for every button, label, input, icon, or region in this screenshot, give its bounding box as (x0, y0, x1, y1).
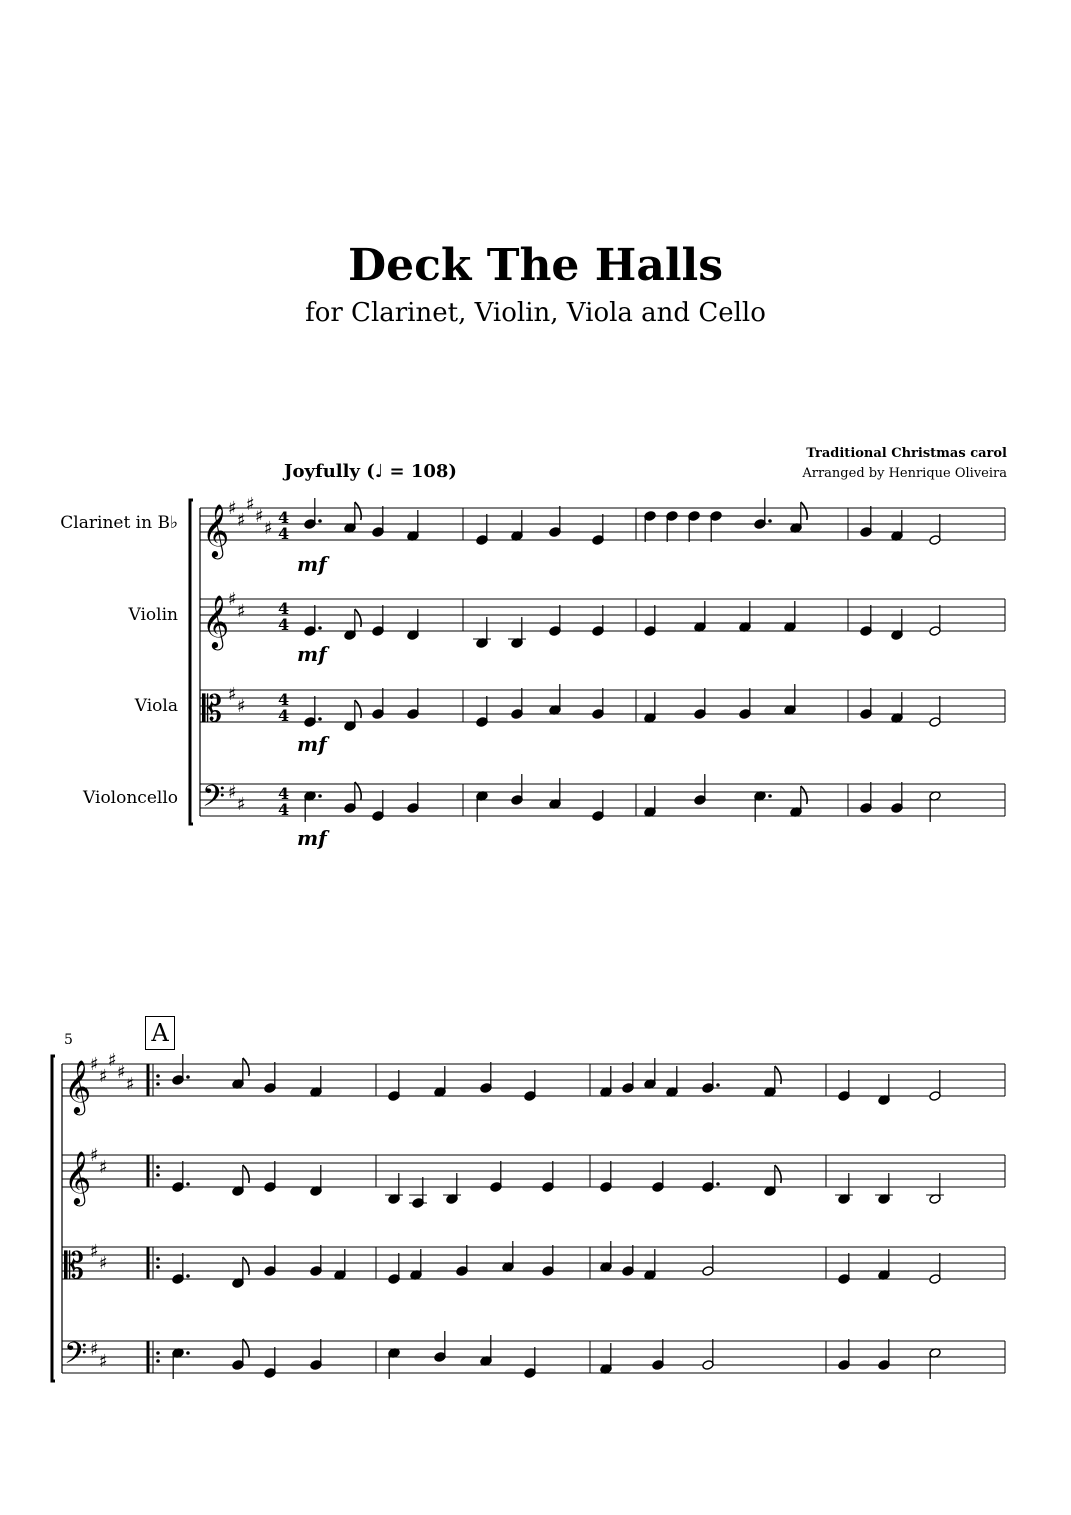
note-flag (355, 502, 361, 520)
note-dot (186, 1351, 190, 1355)
note-flag (775, 1165, 781, 1183)
instrument-label-viola: Viola (134, 696, 178, 716)
key-sharp-icon: ♯ (237, 696, 246, 717)
key-sharp-icon: ♯ (117, 1062, 126, 1083)
time-signature-numerator: 4 (278, 690, 290, 709)
repeat-dot (156, 1082, 160, 1086)
key-sharp-icon: ♯ (228, 498, 237, 519)
repeat-dot (156, 1074, 160, 1078)
dynamic-mf-violin: mf (297, 642, 327, 666)
score-subtitle: for Clarinet, Violin, Viola and Cello (305, 298, 766, 328)
repeat-dot (156, 1359, 160, 1363)
key-sharp-icon: ♯ (255, 506, 264, 527)
time-signature-numerator: 4 (278, 508, 290, 527)
note-dot (186, 1274, 190, 1278)
instrument-label-violin: Violin (128, 605, 178, 625)
key-sharp-icon: ♯ (99, 1253, 108, 1274)
note-flag (243, 1339, 249, 1357)
key-sharp-icon: ♯ (126, 1074, 135, 1095)
note-flag (355, 782, 361, 800)
time-signature-numerator: 4 (278, 599, 290, 618)
treble-clef-icon: 𝄞 (64, 1150, 92, 1204)
note-dot (186, 1182, 190, 1186)
key-sharp-icon: ♯ (90, 1241, 99, 1262)
dynamic-mf-clarinet: mf (297, 552, 327, 576)
instrument-label-clarinet: Clarinet in B♭ (60, 513, 178, 533)
repeat-dot (156, 1351, 160, 1355)
alto-clef-icon: 𝄡 (64, 1246, 85, 1287)
system-bracket (52, 1056, 55, 1381)
note-flag (243, 1165, 249, 1183)
note-dot (768, 794, 772, 798)
arranger-credit: Arranged by Henrique Oliveira (802, 466, 1007, 481)
system-bracket (190, 500, 193, 824)
key-sharp-icon: ♯ (237, 510, 246, 531)
rehearsal-mark: A (145, 1016, 175, 1050)
key-sharp-icon: ♯ (228, 782, 237, 803)
system-1 (190, 494, 1005, 824)
note-dot (318, 794, 322, 798)
note-dot (716, 1182, 720, 1186)
repeat-dot (156, 1257, 160, 1261)
key-sharp-icon: ♯ (90, 1145, 99, 1166)
time-signature-denominator: 4 (278, 706, 290, 725)
note-dot (318, 626, 322, 630)
key-sharp-icon: ♯ (99, 1351, 108, 1372)
dynamic-mf-cello: mf (297, 826, 327, 850)
tempo-value: = 108) (383, 461, 457, 482)
note-dot (186, 1075, 190, 1079)
measure-number: 5 (64, 1032, 73, 1048)
key-sharp-icon: ♯ (237, 794, 246, 815)
key-sharp-icon: ♯ (90, 1339, 99, 1360)
composer-credit: Traditional Christmas carol (806, 446, 1007, 461)
key-sharp-icon: ♯ (90, 1054, 99, 1075)
treble-clef-icon: 𝄞 (202, 503, 230, 557)
key-sharp-icon: ♯ (108, 1050, 117, 1071)
alto-clef-icon: 𝄡 (202, 689, 223, 730)
dynamic-mf-viola: mf (297, 732, 327, 756)
time-signature-denominator: 4 (278, 800, 290, 819)
instrument-label-cello: Violoncello (83, 788, 178, 808)
note-flag (243, 1257, 249, 1275)
note-flag (355, 609, 361, 627)
bass-clef-icon: 𝄢 (202, 780, 226, 821)
note-flag (243, 1058, 249, 1076)
note-flag (801, 502, 807, 520)
key-sharp-icon: ♯ (99, 1066, 108, 1087)
key-sharp-icon: ♯ (228, 589, 237, 610)
key-sharp-icon: ♯ (264, 518, 273, 539)
note-dot (318, 519, 322, 523)
score-title: Deck The Halls (347, 240, 724, 291)
key-sharp-icon: ♯ (246, 494, 255, 515)
note-dot (318, 717, 322, 721)
note-flag (801, 786, 807, 804)
time-signature-denominator: 4 (278, 524, 290, 543)
repeat-dot (156, 1173, 160, 1177)
treble-clef-icon: 𝄞 (64, 1059, 92, 1113)
repeat-dot (156, 1265, 160, 1269)
note-dot (768, 519, 772, 523)
note-flag (355, 700, 361, 718)
quarter-note-icon: ♩ (374, 461, 384, 482)
time-signature-numerator: 4 (278, 784, 290, 803)
treble-clef-icon: 𝄞 (202, 594, 230, 648)
tempo-label: Joyfully ( (284, 461, 375, 482)
note-dot (716, 1083, 720, 1087)
bass-clef-icon: 𝄢 (64, 1337, 88, 1378)
key-sharp-icon: ♯ (237, 601, 246, 622)
key-sharp-icon: ♯ (99, 1157, 108, 1178)
system-2 (52, 1050, 1005, 1381)
note-flag (775, 1066, 781, 1084)
key-sharp-icon: ♯ (228, 684, 237, 705)
repeat-dot (156, 1165, 160, 1169)
time-signature-denominator: 4 (278, 615, 290, 634)
